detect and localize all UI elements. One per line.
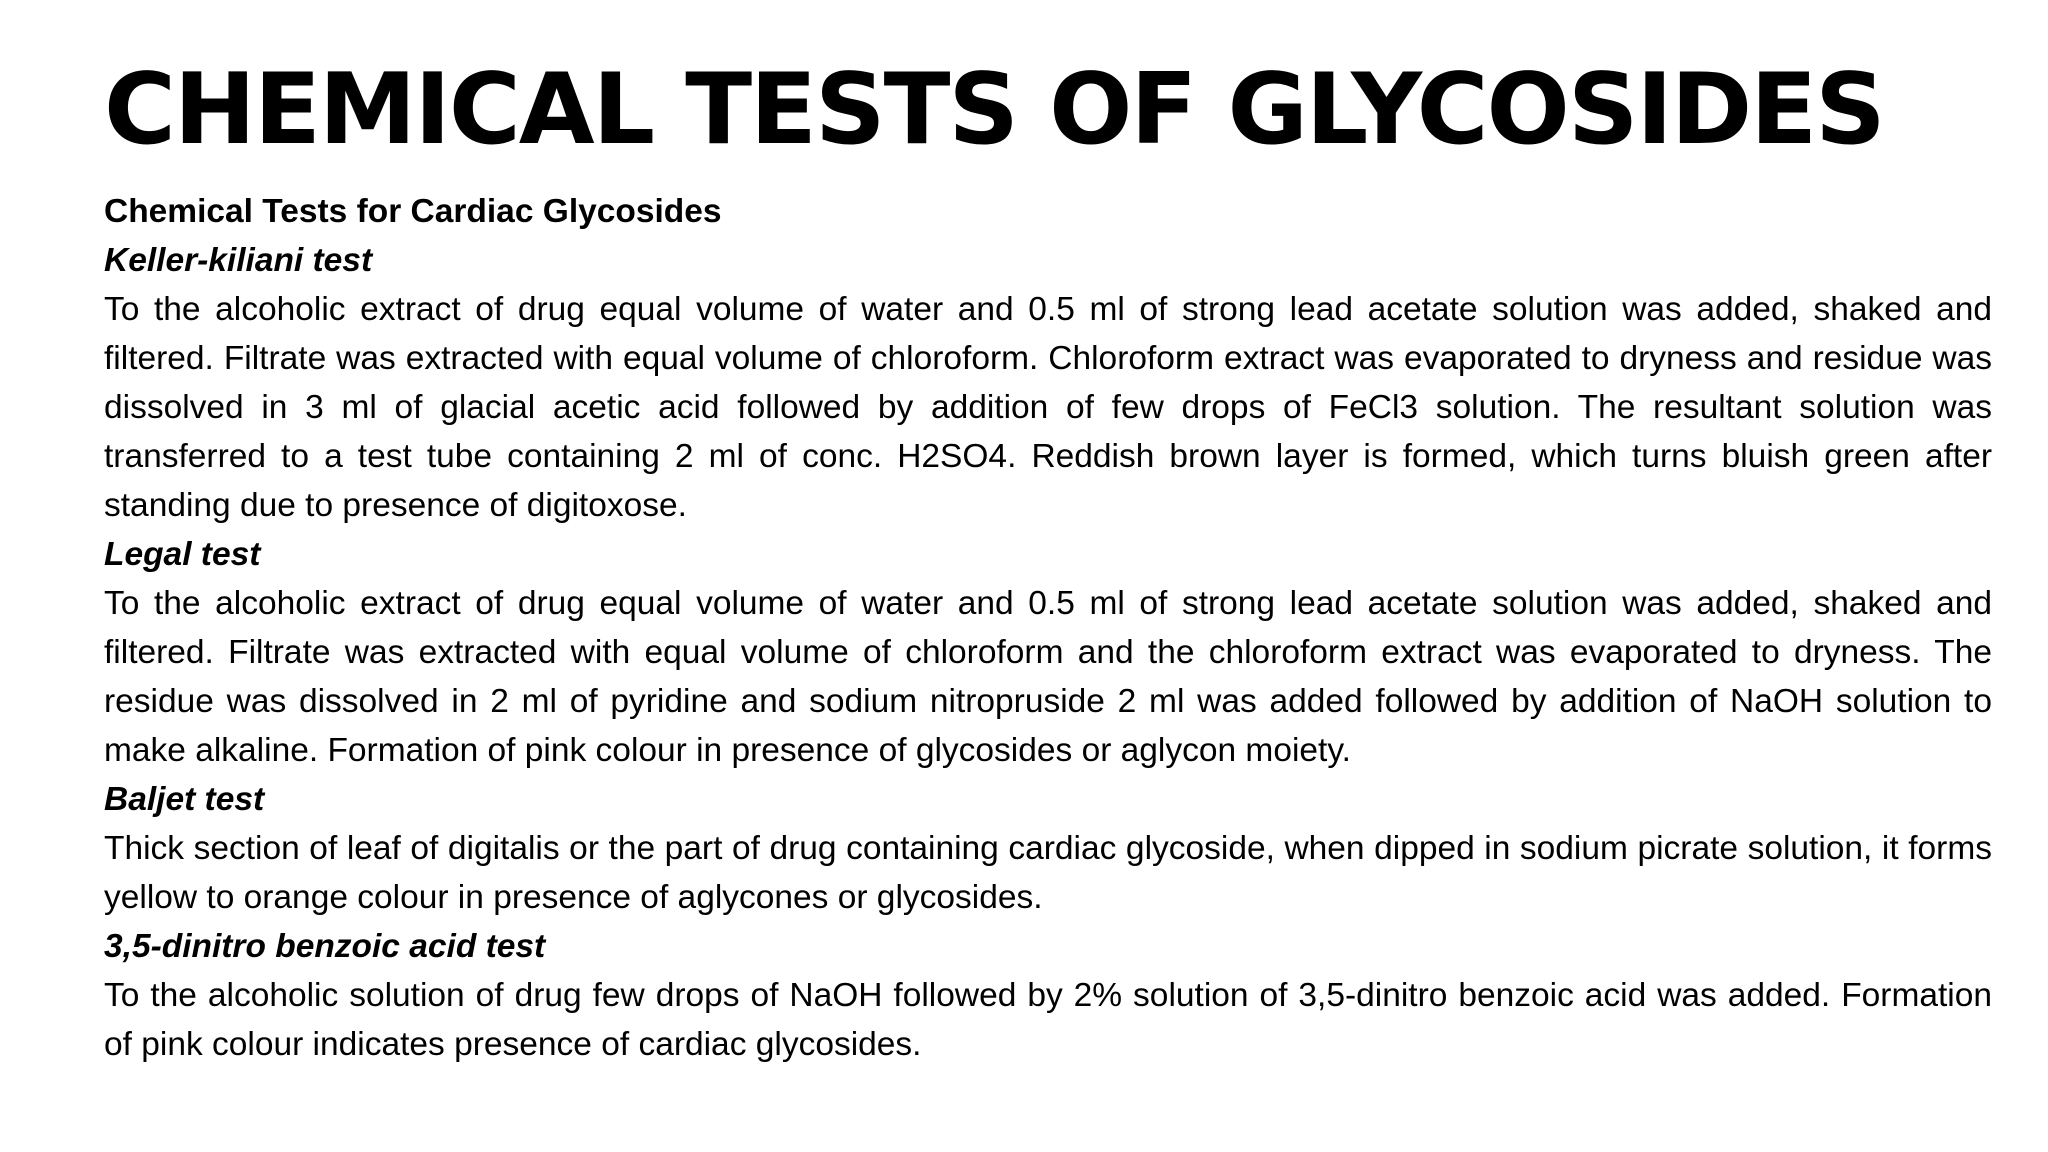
test-name-keller-kiliani: Keller-kiliani test xyxy=(104,242,373,279)
test-description-dinitro-benzoic-acid: To the alcoholic solution of drug few drops of NaOH followed by 2% solution of 3,5-dinitro benzoic acid was added. Formation of pink colour indicates presence of cardiac glycosides. xyxy=(104,977,1992,1063)
test-description-keller-kiliani: To the alcoholic extract of drug equal volume of water and 0.5 ml of strong lead acetate solution was added, shaked and filtered. Filtrate was extracted with equal volume of chloroform. Chloroform extract was evaporated to dryness and residue was dissolved in 3 ml of glacial acetic acid followed by addition of few drops of FeCl3 solution. The resultant solution was transferred to a test tube containing 2 ml of conc. H2SO4. Reddish brown layer is formed, which turns bluish green after standing due to presence of digitoxose. xyxy=(104,291,1992,524)
slide-content xyxy=(104,187,1992,1069)
test-description-baljet: Thick section of leaf of digitalis or the part of drug containing cardiac glycoside, when dipped in sodium picrate solution, it forms yellow to orange colour in presence of aglycones or glycosides. xyxy=(104,830,1992,916)
section-subheading: Chemical Tests for Cardiac Glycosides xyxy=(104,193,722,230)
test-description-legal: To the alcoholic extract of drug equal volume of water and 0.5 ml of strong lead acetate solution was added, shaked and filtered. Filtrate was extracted with equal volume of chloroform and the chloroform extract was evaporated to dryness. The residue was dissolved in 2 ml of pyridine and sodium nitropruside 2 ml was added followed by addition of NaOH solution to make alkaline. Formation of pink colour in presence of glycosides or aglycon moiety. xyxy=(104,585,1992,769)
slide-title: CHEMICAL TESTS OF GLYCOSIDES xyxy=(104,53,1884,167)
test-name-dinitro-benzoic-acid: 3,5-dinitro benzoic acid test xyxy=(104,928,546,965)
test-name-baljet: Baljet test xyxy=(104,781,265,818)
test-name-legal: Legal test xyxy=(104,536,261,573)
